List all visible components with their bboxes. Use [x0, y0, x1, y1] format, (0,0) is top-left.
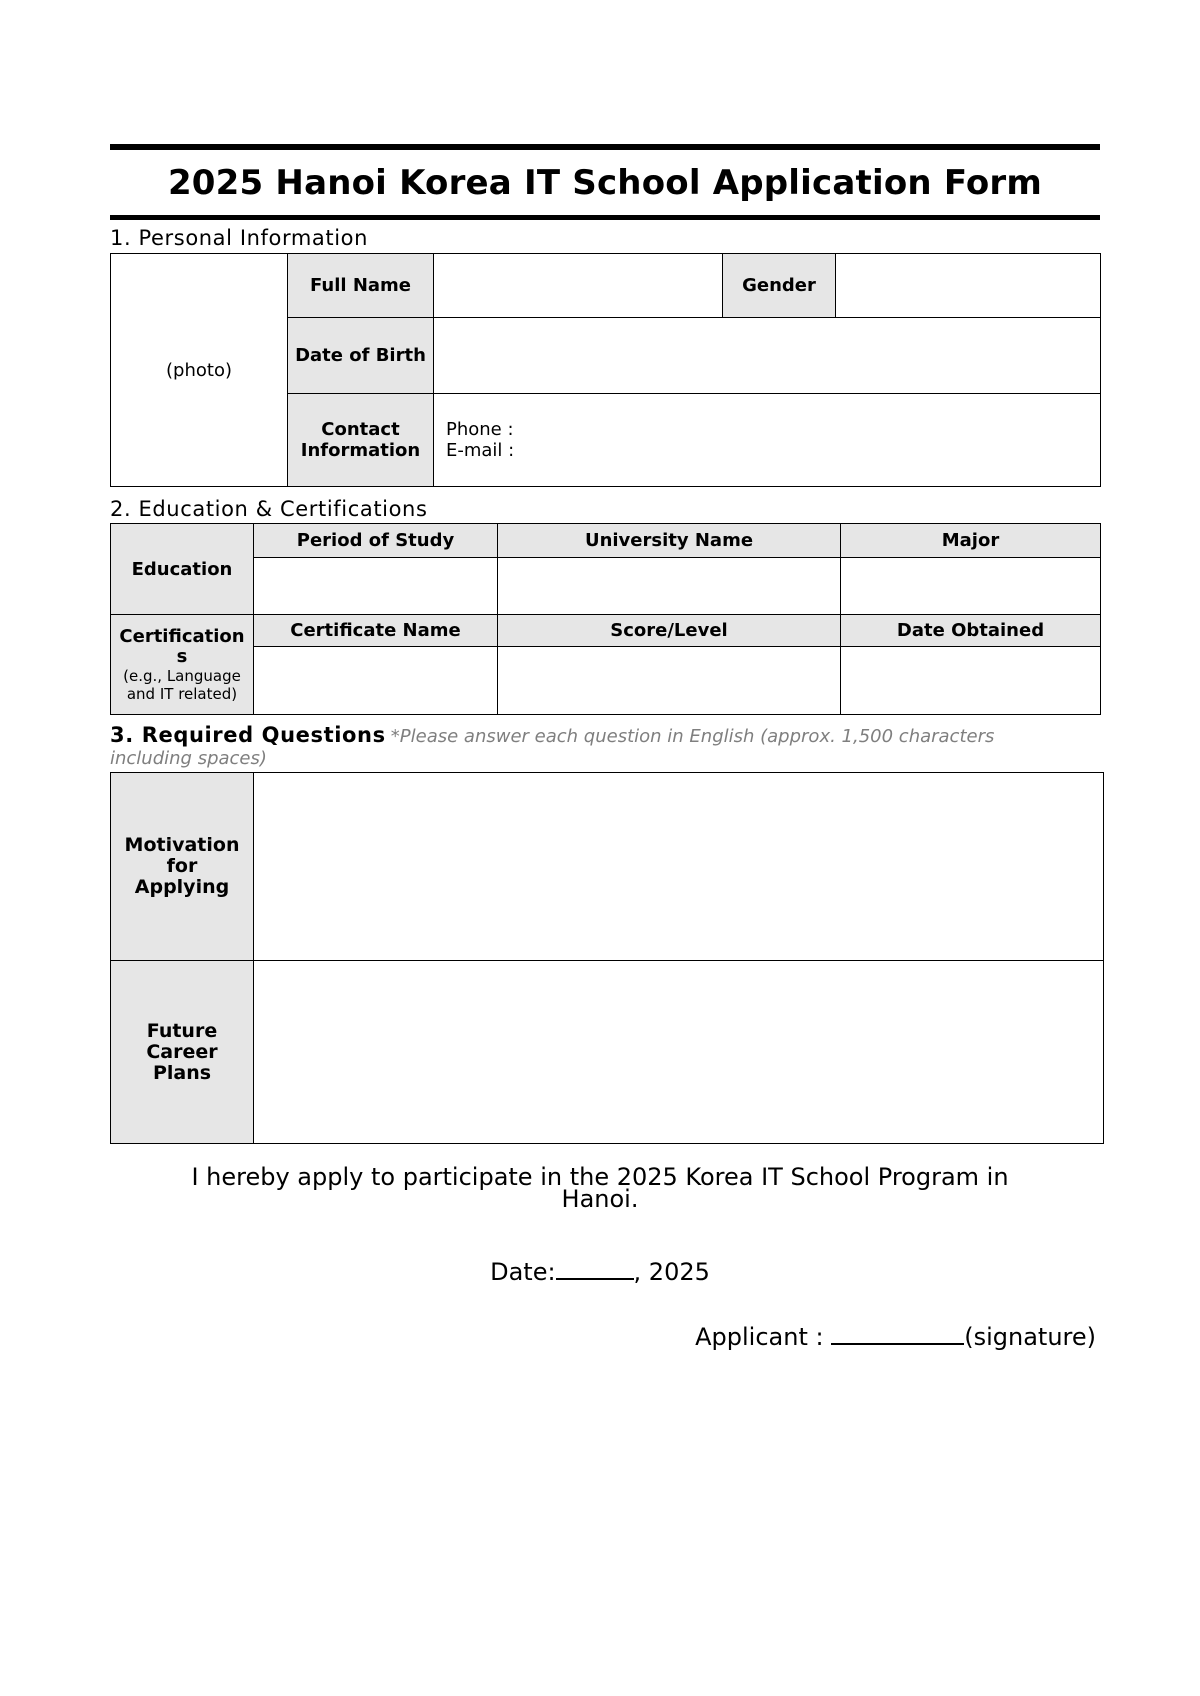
cert-name-header: Certificate Name: [254, 615, 498, 647]
gender-field[interactable]: [836, 254, 1101, 318]
date-obtained-header: Date Obtained: [841, 615, 1101, 647]
section-personal-heading: 1. Personal Information: [110, 226, 369, 250]
career-field[interactable]: [254, 961, 1104, 1144]
dob-field[interactable]: [434, 318, 1101, 394]
certifications-label: [111, 615, 254, 715]
questions-table: [110, 772, 1104, 1144]
score-field[interactable]: [498, 647, 841, 715]
major-header: Major: [841, 524, 1101, 558]
certifications-note: (e.g., Language and IT related): [123, 666, 241, 703]
period-header: Period of Study: [254, 524, 498, 558]
motivation-field[interactable]: [254, 773, 1104, 961]
signature-label: (signature): [964, 1323, 1096, 1351]
score-header: Score/Level: [498, 615, 841, 647]
email-label: E-mail :: [446, 440, 515, 461]
date-blank[interactable]: [556, 1256, 634, 1280]
contact-label: Contact Information: [288, 394, 434, 487]
major-field[interactable]: [841, 558, 1101, 615]
declaration-text: I hereby apply to participate in the 2025 Korea IT School Program in Hanoi.: [191, 1163, 1009, 1213]
gender-label: Gender: [723, 254, 836, 318]
phone-label: Phone :: [446, 419, 514, 440]
education-table: [110, 523, 1101, 715]
full-name-field[interactable]: [434, 254, 723, 318]
date-label: Date:: [490, 1258, 556, 1286]
education-label: Education: [111, 524, 254, 615]
signature-blank[interactable]: [831, 1321, 964, 1345]
title-bar: [110, 144, 1100, 220]
questions-note: *Please answer each question in English (approx. 1,500 characters including spaces): [110, 726, 995, 769]
career-label: Future Career Plans: [111, 961, 254, 1144]
certifications-title: Certifications: [119, 625, 245, 667]
university-field[interactable]: [498, 558, 841, 615]
section-questions-heading: [110, 724, 1070, 770]
photo-placeholder: (photo): [166, 359, 232, 381]
period-field[interactable]: [254, 558, 498, 615]
applicant-line: [695, 1321, 1096, 1351]
page-title: 2025 Hanoi Korea IT School Application Form: [167, 162, 1043, 203]
university-header: University Name: [498, 524, 841, 558]
personal-info-table: [110, 253, 1101, 487]
date-obtained-field[interactable]: [841, 647, 1101, 715]
date-line: [0, 1256, 1200, 1286]
motivation-label: Motivation for Applying: [111, 773, 254, 961]
full-name-label: Full Name: [288, 254, 434, 318]
cert-name-field[interactable]: [254, 647, 498, 715]
date-year: , 2025: [633, 1258, 710, 1286]
photo-box[interactable]: [111, 254, 288, 487]
section-education-heading: 2. Education & Certifications: [110, 497, 428, 521]
contact-field[interactable]: [434, 394, 1101, 487]
dob-label: Date of Birth: [288, 318, 434, 394]
applicant-label: Applicant :: [695, 1323, 824, 1351]
questions-title: 3. Required Questions: [110, 723, 386, 747]
